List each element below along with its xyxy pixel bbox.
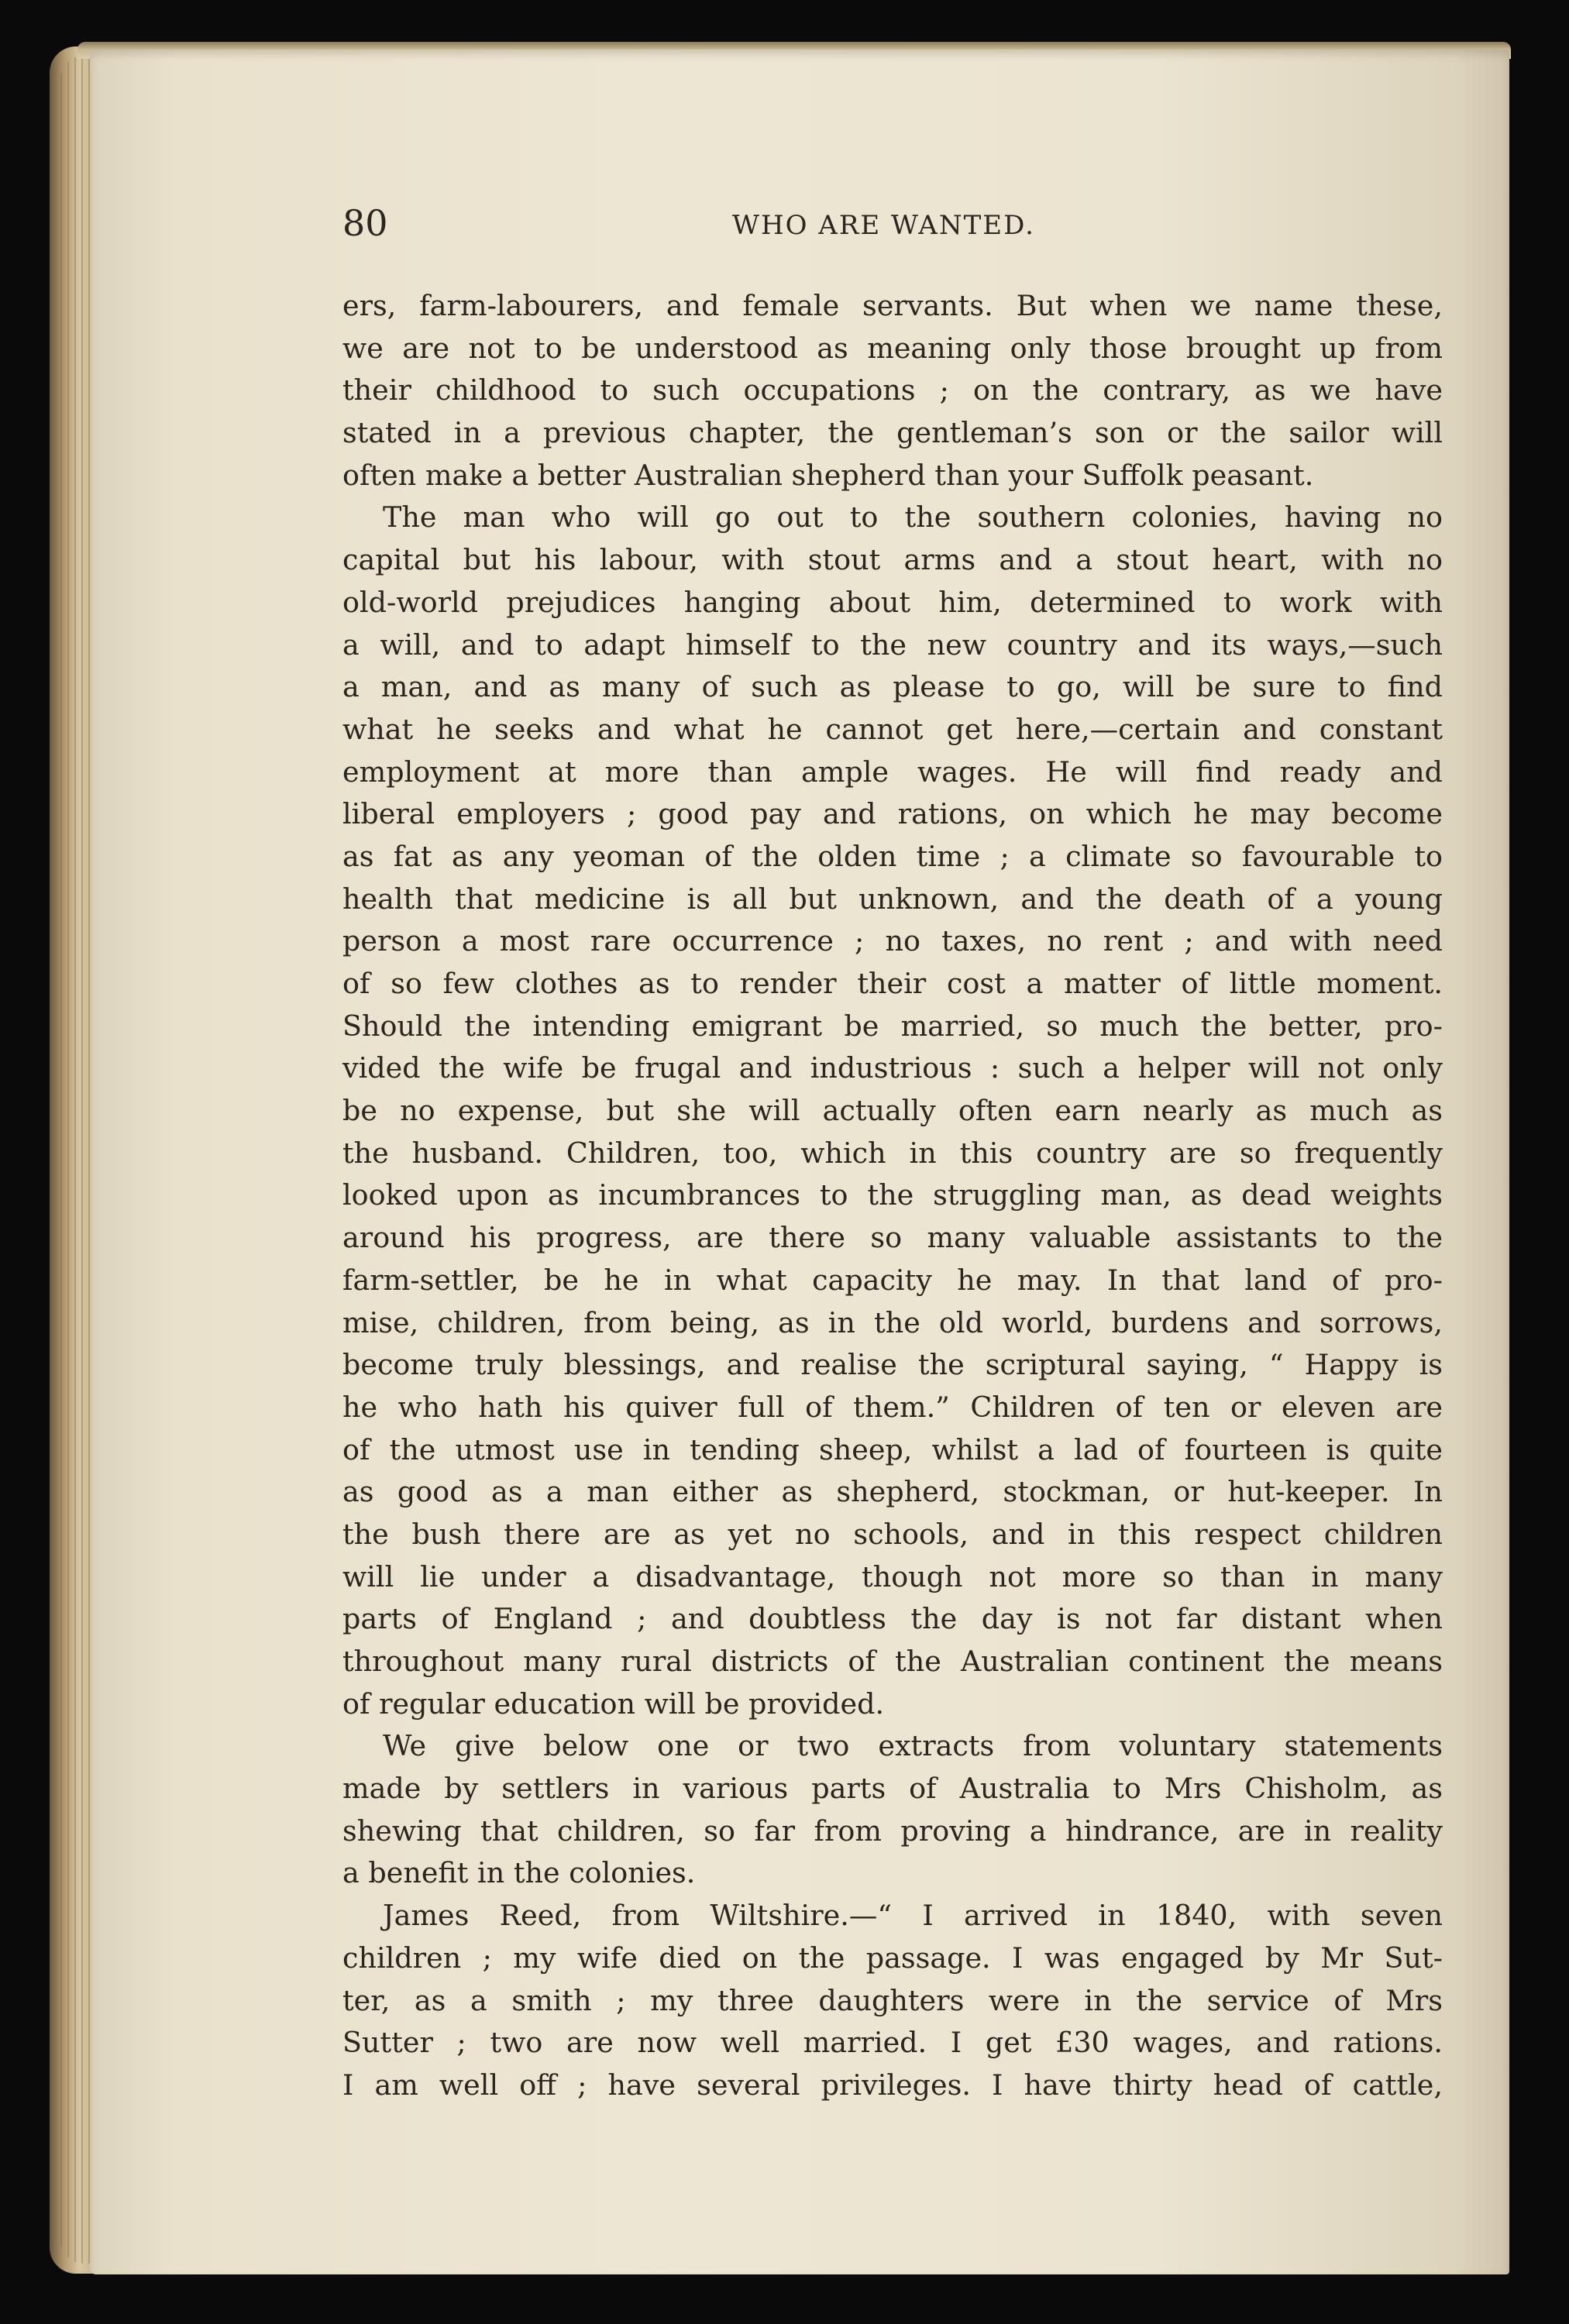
text-line: employment at more than ample wages. He will find ready and: [342, 755, 1443, 789]
text-line: a will, and to adapt himself to the new country and its ways,—such: [342, 627, 1443, 662]
text-line: person a most rare occurrence ; no taxes, no rent ; and with need: [342, 924, 1443, 958]
text-line: farm-settler, be he in what capacity he may. In that land of pro-: [342, 1263, 1443, 1297]
text-line: he who hath his quiver full of them.” Children of ten or eleven are: [342, 1390, 1443, 1424]
text-line: what he seeks and what he cannot get here,—certain and constant: [342, 712, 1443, 746]
text-line: become truly blessings, and realise the scriptural saying, “ Happy is: [342, 1348, 1443, 1382]
text-line: the husband. Children, too, which in this country are so frequently: [342, 1136, 1443, 1170]
text-line: will lie under a disadvantage, though not more so than in many: [342, 1559, 1443, 1593]
text-line: of the utmost use in tending sheep, whilst a lad of fourteen is quite: [342, 1432, 1443, 1466]
text-line: their childhood to such occupations ; on the contrary, as we have: [342, 373, 1443, 407]
text-line: throughout many rural districts of the Australian continent the means: [342, 1645, 1443, 1678]
text-line: be no expense, but she will actually often earn nearly as much as: [342, 1094, 1443, 1128]
text-line: parts of England ; and doubtless the day is not far distant when: [342, 1602, 1443, 1636]
text-line: health that medicine is all but unknown, and the death of a young: [342, 882, 1443, 916]
text-line: looked upon as incumbrances to the struggling man, as dead weights: [342, 1178, 1443, 1212]
text-line: children ; my wife died on the passage. I was engaged by Mr Sut-: [342, 1941, 1443, 1975]
text-line: around his progress, are there so many valuable assistants to the: [342, 1221, 1443, 1255]
text-line: I am well off ; have several privileges. I have thirty head of cattle,: [342, 2068, 1443, 2102]
text-line: We give below one or two extracts from voluntary statements: [383, 1729, 1443, 1763]
text-line: old-world prejudices hanging about him, determined to work with: [342, 585, 1443, 619]
text-line: mise, children, from being, as in the old world, burdens and sorrows,: [342, 1305, 1443, 1339]
text-line: as fat as any yeoman of the olden time ; a climate so favourable to: [342, 839, 1443, 873]
text-line: the bush there are as yet no schools, and in this respect children: [342, 1517, 1443, 1551]
text-line: The man who will go out to the southern colonies, having no: [383, 500, 1443, 535]
text-line: Sutter ; two are now well married. I get £30 wages, and rations.: [342, 2026, 1443, 2060]
text-line: a man, and as many of such as please to go, will be sure to find: [342, 670, 1443, 704]
text-line: ers, farm-labourers, and female servants. But when we name these,: [342, 289, 1443, 322]
text-line: vided the wife be frugal and industrious : such a helper will not only: [342, 1051, 1443, 1085]
text-line: James Reed, from Wiltshire.—“ I arrived in 1840, with seven: [383, 1899, 1443, 1933]
text-line: liberal employers ; good pay and rations, on which he may become: [342, 797, 1443, 831]
text-line: as good as a man either as shepherd, stockman, or hut-keeper. In: [342, 1475, 1443, 1509]
running-head: [342, 200, 1443, 246]
text-line: we are not to be understood as meaning only those brought up from: [342, 331, 1443, 365]
text-line: stated in a previous chapter, the gentleman’s son or the sailor will: [342, 416, 1443, 450]
text-line: capital but his labour, with stout arms and a stout heart, with no: [342, 543, 1443, 577]
text-line: a benefit in the colonies.: [342, 1856, 696, 1890]
text-line: of so few clothes as to render their cost a matter of little moment.: [342, 967, 1443, 1000]
page-number: 80: [342, 202, 388, 244]
text-line: made by settlers in various parts of Australia to Mrs Chisholm, as: [342, 1772, 1443, 1806]
running-title: WHO ARE WANTED.: [732, 210, 1035, 241]
text-line: shewing that children, so far from proving a hindrance, are in reality: [342, 1813, 1443, 1848]
body-text: [342, 285, 1443, 2107]
text-line: Should the intending emigrant be married, so much the better, pro-: [342, 1009, 1443, 1043]
text-line: of regular education will be provided.: [342, 1686, 885, 1721]
text-line: often make a better Australian shepherd than your Suffolk peasant.: [342, 458, 1314, 492]
text-line: ter, as a smith ; my three daughters were in the service of Mrs: [342, 1983, 1443, 2017]
